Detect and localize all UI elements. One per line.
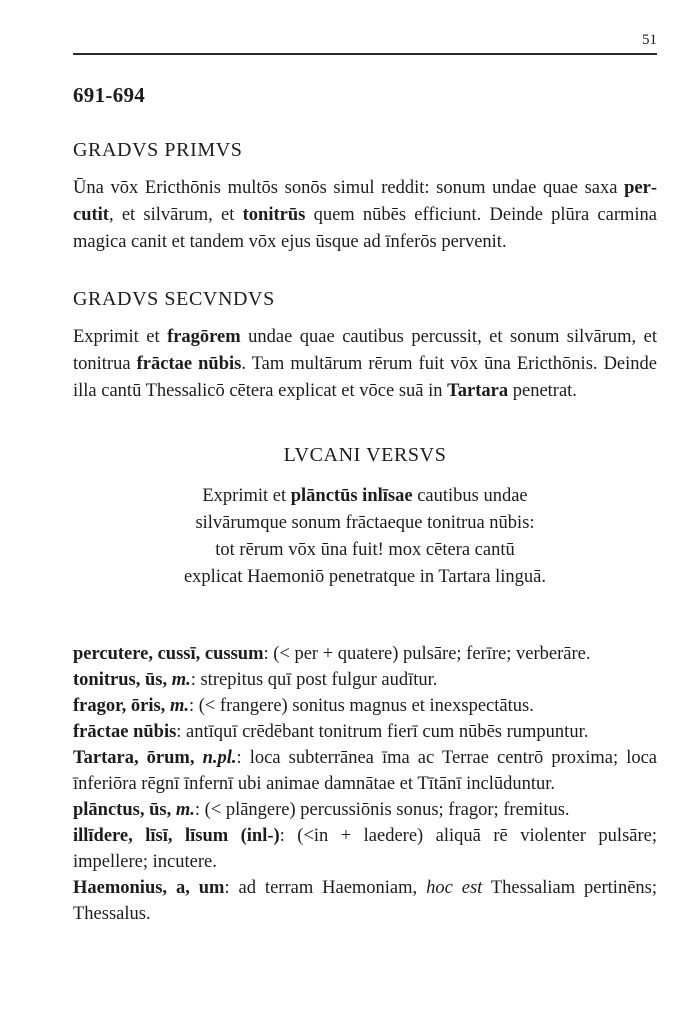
text-segment: m. <box>175 800 195 820</box>
text-segment: : ad terram Haemoniam, <box>224 878 427 898</box>
text-segment: : (< plāngere) percussiōnis sonus; fragor; fremitus. <box>194 800 570 820</box>
text-segment: : strepitus quī post fulgur audītur. <box>190 670 438 690</box>
text-segment: plānctus, ūs, <box>73 800 176 820</box>
text-segment: . Tam multārum rērum fuit vōx ūna Ericthōnis. Deinde illa cantū Thessalicō cētera explicat et vōce suā in <box>73 354 657 401</box>
text-segment: Thessaliam pertinēns; Thessalus. <box>73 878 657 924</box>
section-title-gradus-secundus: GRADVS SECVNDVS <box>73 288 275 310</box>
verse-line-3 <box>73 537 657 564</box>
text-segment: frāctae nūbis <box>73 722 177 742</box>
gradus-primus-paragraph <box>73 175 657 256</box>
text-segment: m. <box>171 670 191 690</box>
text-segment: percutit <box>73 178 657 225</box>
text-segment: : antīquī crēdēbant tonitrum fierī cum nūbēs rumpuntur. <box>176 722 589 742</box>
text-segment: illīdere, līsī, līsum (inl-) <box>73 826 280 846</box>
page-number: 51 <box>642 32 657 48</box>
text-segment: Haemonius, a, um <box>73 878 225 898</box>
text-segment: , et silvārum, et <box>108 205 243 225</box>
text-segment: tonitrūs <box>242 205 306 225</box>
text-segment: fragōrem <box>167 327 241 347</box>
section-title-lucani-versus: LVCANI VERSVS <box>283 444 447 466</box>
page-header <box>73 30 657 55</box>
verse-line-2 <box>73 510 657 537</box>
text-segment: Tartara <box>447 381 509 401</box>
text-segment: Exprimit et <box>202 486 291 506</box>
text-segment: Exprimit et <box>73 327 168 347</box>
vocab-entry-tonitrus <box>73 667 657 693</box>
text-segment: plānctūs inlīsae <box>290 486 413 506</box>
text-segment: hoc est <box>426 878 483 898</box>
text-segment: : (< frangere) sonitus magnus et inexspectātus. <box>188 696 534 716</box>
vocab-entry-tartara <box>73 745 657 797</box>
text-segment: : loca subterrānea īma ac Terrae centrō proxima; loca īnferiōra rēgnī īnfernī ubi animae damnātae et Tītānī inclūduntur. <box>73 748 658 794</box>
text-segment: n.pl. <box>202 748 237 768</box>
text-segment: frāctae nūbis <box>136 354 242 374</box>
text-segment: quem nūbēs efficiunt. Deinde plūra carmina magica canit et tandem vōx ejus ūsque ad īnferōs pervenit. <box>73 205 657 252</box>
vocab-entry-planctus <box>73 797 657 823</box>
page-content <box>73 0 657 927</box>
vocabulary-list <box>73 641 657 927</box>
text-segment: percutere, cussī, cussum <box>73 644 264 664</box>
text-segment: silvārumque sonum frāctaeque tonitrua nūbis: <box>195 513 535 533</box>
text-segment: m. <box>169 696 189 716</box>
text-segment: explicat Haemoniō penetratque in Tartara linguā. <box>183 567 547 587</box>
text-segment: : (<in + laedere) aliquā rē violenter pulsāre; impellere; incutere. <box>73 826 657 872</box>
vocab-entry-fractae-nubis <box>73 719 657 745</box>
text-segment: undae quae cautibus percussit, et sonum silvārum, et tonitrua <box>73 327 657 374</box>
lesson-range-heading: 691-694 <box>73 83 146 107</box>
verse-line-4 <box>73 564 657 591</box>
verse-block <box>73 483 657 591</box>
header-rule <box>73 53 657 55</box>
gradus-secundus-paragraph <box>73 324 657 405</box>
vocab-entry-haemonius <box>73 875 657 927</box>
text-segment: Tartara, ōrum, <box>73 748 203 768</box>
vocab-entry-illidere <box>73 823 657 875</box>
text-segment: tot rērum vōx ūna fuit! mox cētera cantū <box>215 540 515 560</box>
vocab-entry-percutere <box>73 641 657 667</box>
text-segment: tonitrus, ūs, <box>73 670 172 690</box>
vocab-entry-fragor <box>73 693 657 719</box>
text-segment: Ūna vōx Ericthōnis multōs sonōs simul reddit: sonum undae quae saxa <box>73 178 625 198</box>
text-segment: : (< per + quatere) pulsāre; ferīre; verberāre. <box>263 644 591 664</box>
text-segment: cautibus undae <box>412 486 528 506</box>
text-segment: penetrat. <box>508 381 577 401</box>
verse-line-1 <box>73 483 657 510</box>
text-segment: fragor, ōris, <box>73 696 170 716</box>
section-title-gradus-primus: GRADVS PRIMVS <box>73 139 243 161</box>
